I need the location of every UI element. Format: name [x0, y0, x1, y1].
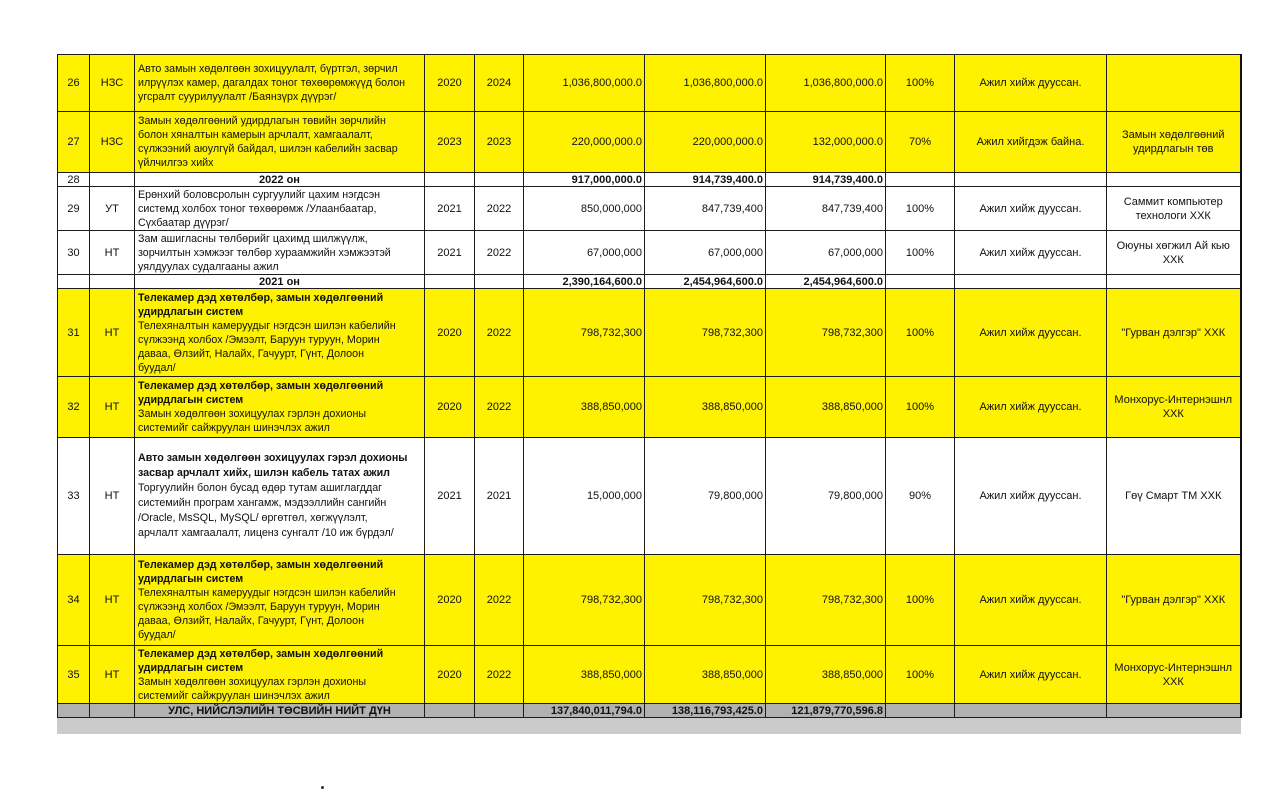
- amount-1-cell: 220,000,000.0: [524, 112, 645, 173]
- amount-1-cell: 850,000,000: [524, 187, 645, 231]
- amount-2-cell: 220,000,000.0: [645, 112, 766, 173]
- description-cell: [135, 55, 425, 112]
- contractor-cell: [1107, 377, 1241, 438]
- contractor-line: "Гурван дэлгэр" ХХК: [1121, 326, 1226, 339]
- row-number-cell: 30: [58, 231, 90, 275]
- table-row: [58, 555, 1241, 646]
- empty-cell: [886, 275, 955, 289]
- start-year-cell: 2023: [425, 112, 475, 173]
- subtotal-amount-3-cell: 2,454,964,600.0: [766, 275, 886, 289]
- empty-cell: [425, 173, 475, 187]
- completion-percent-cell: 100%: [886, 231, 955, 275]
- empty-cell: [1107, 704, 1241, 718]
- category-cell: НЗС: [90, 112, 135, 173]
- contractor-line: ХХК: [1162, 675, 1184, 688]
- status-cell: Ажил хийж дууссан.: [955, 187, 1107, 231]
- description-line: Замын хөдөлгөөн зохицуулах гэрлэн дохионы: [138, 675, 367, 688]
- description-line: Телехяналтын камеруудыг нэгдсэн шилэн кабелийн: [138, 319, 396, 332]
- amount-2-cell: 388,850,000: [645, 646, 766, 704]
- description-title-line: Авто замын хөдөлгөөн зохицуулах гэрэл дохионы: [138, 452, 408, 464]
- description-title-line: удирдлагын систем: [138, 394, 244, 406]
- empty-cell: [425, 275, 475, 289]
- year-subtotal-label: 2021 он: [135, 275, 425, 289]
- contractor-line: Монхорус-Интернэшнл: [1114, 661, 1233, 674]
- category-cell: НТ: [90, 289, 135, 377]
- table-bottom-band: [57, 718, 1241, 734]
- table-row: [58, 646, 1241, 704]
- start-year-cell: 2020: [425, 555, 475, 646]
- description-line: зорчилтын хэмжээг төлбөр хураамжийн хэмжээтэй: [138, 246, 391, 259]
- description-cell: [135, 187, 425, 231]
- contractor-line: ХХК: [1162, 408, 1184, 420]
- table-row: [58, 187, 1241, 231]
- description-title-line: Телекамер дэд хөтөлбөр, замын хөдөлгөөний: [138, 647, 384, 660]
- contractor-line: технологи ХХК: [1135, 209, 1211, 222]
- empty-cell: [475, 173, 524, 187]
- row-number-cell: 29: [58, 187, 90, 231]
- description-line: уялдуулах судалгааны ажил: [138, 260, 279, 273]
- empty-cell: [90, 173, 135, 187]
- subtotal-amount-2-cell: 914,739,400.0: [645, 173, 766, 187]
- amount-1-cell: 388,850,000: [524, 646, 645, 704]
- start-year-cell: 2020: [425, 55, 475, 112]
- empty-cell: [886, 173, 955, 187]
- amount-1-cell: 15,000,000: [524, 438, 645, 555]
- amount-2-cell: 388,850,000: [645, 377, 766, 438]
- description-title-line: Телекамер дэд хөтөлбөр, замын хөдөлгөөний: [138, 559, 384, 571]
- description-cell: [135, 438, 425, 555]
- description-title-line: удирдлагын систем: [138, 305, 244, 318]
- contractor-cell: [1107, 55, 1241, 112]
- amount-3-cell: 388,850,000: [766, 377, 886, 438]
- amount-3-cell: 798,732,300: [766, 289, 886, 377]
- contractor-line: Монхорус-Интернэшнл: [1114, 394, 1233, 406]
- empty-cell: [1107, 275, 1241, 289]
- row-number-cell: [58, 275, 90, 289]
- category-cell: НТ: [90, 646, 135, 704]
- row-number-cell: 31: [58, 289, 90, 377]
- status-cell: Ажил хийж дууссан.: [955, 289, 1107, 377]
- completion-percent-cell: 100%: [886, 289, 955, 377]
- row-number-cell: 27: [58, 112, 90, 173]
- description-title-line: удирдлагын систем: [138, 573, 244, 585]
- description-line: үйлчилгээ хийх: [138, 157, 214, 169]
- table-row: [58, 289, 1241, 377]
- contractor-line: Замын хөдөлгөөний: [1121, 129, 1225, 141]
- start-year-cell: 2020: [425, 646, 475, 704]
- contractor-cell: [1107, 187, 1241, 231]
- amount-2-cell: 798,732,300: [645, 555, 766, 646]
- empty-cell: [475, 275, 524, 289]
- description-line: Сүхбаатар дүүрэг/: [138, 216, 229, 229]
- empty-cell: [90, 275, 135, 289]
- amount-3-cell: 1,036,800,000.0: [766, 55, 886, 112]
- empty-cell: [475, 704, 524, 718]
- description-line: /Oracle, MsSQL, MySQL/ өргөтгөл, хөгжүүлэлт,: [138, 512, 368, 524]
- amount-2-cell: 67,000,000: [645, 231, 766, 275]
- description-line: Авто замын хөдөлгөөн зохицуулалт, бүртгэл, зөрчил: [138, 63, 398, 75]
- grand-total-label: УЛС, НИЙСЛЭЛИЙН ТӨСВИЙН НИЙТ ДҮН: [135, 704, 425, 718]
- description-line: Замын хөдөлгөөний удирдлагын төвийн зөрчлийн: [138, 115, 386, 127]
- description-line: системийг сайжруулан шинэчлэх ажил: [138, 689, 330, 702]
- description-title-line: засвар арчлалт хийх, шилэн кабель татах ажил: [138, 467, 390, 479]
- amount-2-cell: 79,800,000: [645, 438, 766, 555]
- row-number-cell: [58, 704, 90, 718]
- end-year-cell: 2021: [475, 438, 524, 555]
- completion-percent-cell: 100%: [886, 377, 955, 438]
- amount-1-cell: 798,732,300: [524, 555, 645, 646]
- contractor-cell: [1107, 646, 1241, 704]
- category-cell: НТ: [90, 231, 135, 275]
- end-year-cell: 2022: [475, 555, 524, 646]
- category-cell: НТ: [90, 438, 135, 555]
- end-year-cell: 2022: [475, 377, 524, 438]
- description-title-line: Телекамер дэд хөтөлбөр, замын хөдөлгөөний: [138, 291, 384, 304]
- description-cell: [135, 231, 425, 275]
- contractor-line: Гөү Смарт ТМ ХХК: [1125, 489, 1222, 502]
- status-cell: Ажил хийж дууссан.: [955, 555, 1107, 646]
- status-cell: Ажил хийж дууссан.: [955, 231, 1107, 275]
- subtotal-amount-3-cell: 914,739,400.0: [766, 173, 886, 187]
- amount-1-cell: 1,036,800,000.0: [524, 55, 645, 112]
- table-row: [58, 438, 1241, 555]
- subtotal-amount-2-cell: 2,454,964,600.0: [645, 275, 766, 289]
- description-line: угсралт суурилуулалт /Баянзүрх дүүрэг/: [138, 91, 337, 103]
- year-subtotal-row: [58, 173, 1241, 187]
- table-row: [58, 55, 1241, 112]
- end-year-cell: 2022: [475, 231, 524, 275]
- amount-3-cell: 67,000,000: [766, 231, 886, 275]
- description-title-line: Телекамер дэд хөтөлбөр, замын хөдөлгөөний: [138, 380, 384, 392]
- amount-2-cell: 847,739,400: [645, 187, 766, 231]
- empty-cell: [425, 704, 475, 718]
- row-number-cell: 33: [58, 438, 90, 555]
- amount-2-cell: 798,732,300: [645, 289, 766, 377]
- contractor-cell: [1107, 289, 1241, 377]
- description-line: арчлалт хамгаалалт, лиценз сунгалт /10 иж бүрдэл/: [138, 527, 394, 539]
- end-year-cell: 2022: [475, 289, 524, 377]
- budget-table: [57, 54, 1242, 718]
- description-line: Ерөнхий боловсролын сургуулийг цахим нэгдсэн: [138, 188, 381, 201]
- empty-cell: [955, 275, 1107, 289]
- empty-cell: [1107, 173, 1241, 187]
- amount-1-cell: 798,732,300: [524, 289, 645, 377]
- status-cell: Ажил хийж дууссан.: [955, 438, 1107, 555]
- description-cell: [135, 646, 425, 704]
- start-year-cell: 2020: [425, 377, 475, 438]
- category-cell: НТ: [90, 377, 135, 438]
- completion-percent-cell: 100%: [886, 187, 955, 231]
- grand-total-amount-3-cell: 121,879,770,596.8: [766, 704, 886, 718]
- completion-percent-cell: 70%: [886, 112, 955, 173]
- description-line: сүлжээнд холбох /Эмээлт, Баруун туруун, Морин: [138, 333, 380, 346]
- description-line: системийг сайжруулан шинэчлэх ажил: [138, 422, 330, 434]
- contractor-cell: [1107, 438, 1241, 555]
- row-number-cell: 26: [58, 55, 90, 112]
- start-year-cell: 2021: [425, 187, 475, 231]
- table-row: [58, 112, 1241, 173]
- start-year-cell: 2021: [425, 438, 475, 555]
- end-year-cell: 2024: [475, 55, 524, 112]
- amount-3-cell: 798,732,300: [766, 555, 886, 646]
- description-line: системд холбох тоног төхөөрөмж /Улаанбаатар,: [138, 202, 377, 215]
- status-cell: Ажил хийж дууссан.: [955, 377, 1107, 438]
- category-cell: НТ: [90, 555, 135, 646]
- row-number-cell: 32: [58, 377, 90, 438]
- amount-3-cell: 847,739,400: [766, 187, 886, 231]
- description-line: сүлжээний аюулгүй байдал, шилэн кабелийн засвар: [138, 143, 398, 155]
- amount-3-cell: 132,000,000.0: [766, 112, 886, 173]
- row-number-cell: 28: [58, 173, 90, 187]
- description-title-line: удирдлагын систем: [138, 661, 244, 674]
- contractor-line: удирдлагын төв: [1132, 143, 1214, 155]
- description-line: Замын хөдөлгөөн зохицуулах гэрлэн дохионы: [138, 408, 367, 420]
- description-cell: [135, 112, 425, 173]
- description-line: даваа, Өлзийт, Налайх, Гачуурт, Гүнт, Долоон: [138, 347, 364, 360]
- description-line: даваа, Өлзийт, Налайх, Гачуурт, Гүнт, Долоон: [138, 615, 364, 627]
- contractor-line: Саммит компьютер: [1123, 195, 1223, 208]
- status-cell: Ажил хийж дууссан.: [955, 55, 1107, 112]
- table-row: [58, 231, 1241, 275]
- amount-3-cell: 388,850,000: [766, 646, 886, 704]
- row-number-cell: 35: [58, 646, 90, 704]
- description-line: Зам ашигласны төлбөрийг цахимд шилжүүлж,: [138, 232, 368, 245]
- empty-cell: [886, 704, 955, 718]
- amount-1-cell: 388,850,000: [524, 377, 645, 438]
- description-line: илрүүлэх камер, дагалдах тоног төхөөрөмжүүд болон: [138, 77, 406, 89]
- amount-3-cell: 79,800,000: [766, 438, 886, 555]
- amount-1-cell: 67,000,000: [524, 231, 645, 275]
- table-row: [58, 377, 1241, 438]
- empty-cell: [955, 704, 1107, 718]
- start-year-cell: 2020: [425, 289, 475, 377]
- description-line: системийн програм хангамж, мэдээллийн сангийн: [138, 497, 387, 509]
- contractor-cell: [1107, 555, 1241, 646]
- row-number-cell: 34: [58, 555, 90, 646]
- end-year-cell: 2022: [475, 187, 524, 231]
- contractor-cell: [1107, 112, 1241, 173]
- table-body: [58, 55, 1241, 718]
- grand-total-row: [58, 704, 1241, 718]
- subtotal-amount-1-cell: 917,000,000.0: [524, 173, 645, 187]
- description-line: болон хяналтын камерын арчлалт, хамгаалалт,: [138, 129, 373, 141]
- category-cell: НЗС: [90, 55, 135, 112]
- contractor-line: Оюуны хөгжил Ай кью: [1116, 239, 1230, 252]
- description-line: буудал/: [138, 629, 176, 641]
- contractor-line: "Гурван дэлгэр" ХХК: [1121, 594, 1226, 606]
- end-year-cell: 2023: [475, 112, 524, 173]
- scan-speck: [321, 786, 324, 789]
- description-cell: [135, 555, 425, 646]
- year-subtotal-label: 2022 он: [135, 173, 425, 187]
- description-line: Торгуулийн болон бусад өдөр тутам ашиглагддаг: [138, 482, 383, 494]
- description-line: Телехяналтын камеруудыг нэгдсэн шилэн кабелийн: [138, 587, 396, 599]
- empty-cell: [90, 704, 135, 718]
- contractor-cell: [1107, 231, 1241, 275]
- grand-total-amount-1-cell: 137,840,011,794.0: [524, 704, 645, 718]
- end-year-cell: 2022: [475, 646, 524, 704]
- status-cell: Ажил хийж дууссан.: [955, 646, 1107, 704]
- start-year-cell: 2021: [425, 231, 475, 275]
- budget-table-sheet: [57, 54, 1241, 718]
- contractor-line: ХХК: [1162, 253, 1184, 266]
- grand-total-amount-2-cell: 138,116,793,425.0: [645, 704, 766, 718]
- description-cell: [135, 377, 425, 438]
- empty-cell: [955, 173, 1107, 187]
- completion-percent-cell: 100%: [886, 555, 955, 646]
- status-cell: Ажил хийгдэж байна.: [955, 112, 1107, 173]
- completion-percent-cell: 100%: [886, 646, 955, 704]
- completion-percent-cell: 100%: [886, 55, 955, 112]
- completion-percent-cell: 90%: [886, 438, 955, 555]
- category-cell: УТ: [90, 187, 135, 231]
- description-line: сүлжээнд холбох /Эмээлт, Баруун туруун, Морин: [138, 601, 380, 613]
- subtotal-amount-1-cell: 2,390,164,600.0: [524, 275, 645, 289]
- amount-2-cell: 1,036,800,000.0: [645, 55, 766, 112]
- year-subtotal-row: [58, 275, 1241, 289]
- description-cell: [135, 289, 425, 377]
- description-line: буудал/: [138, 361, 176, 374]
